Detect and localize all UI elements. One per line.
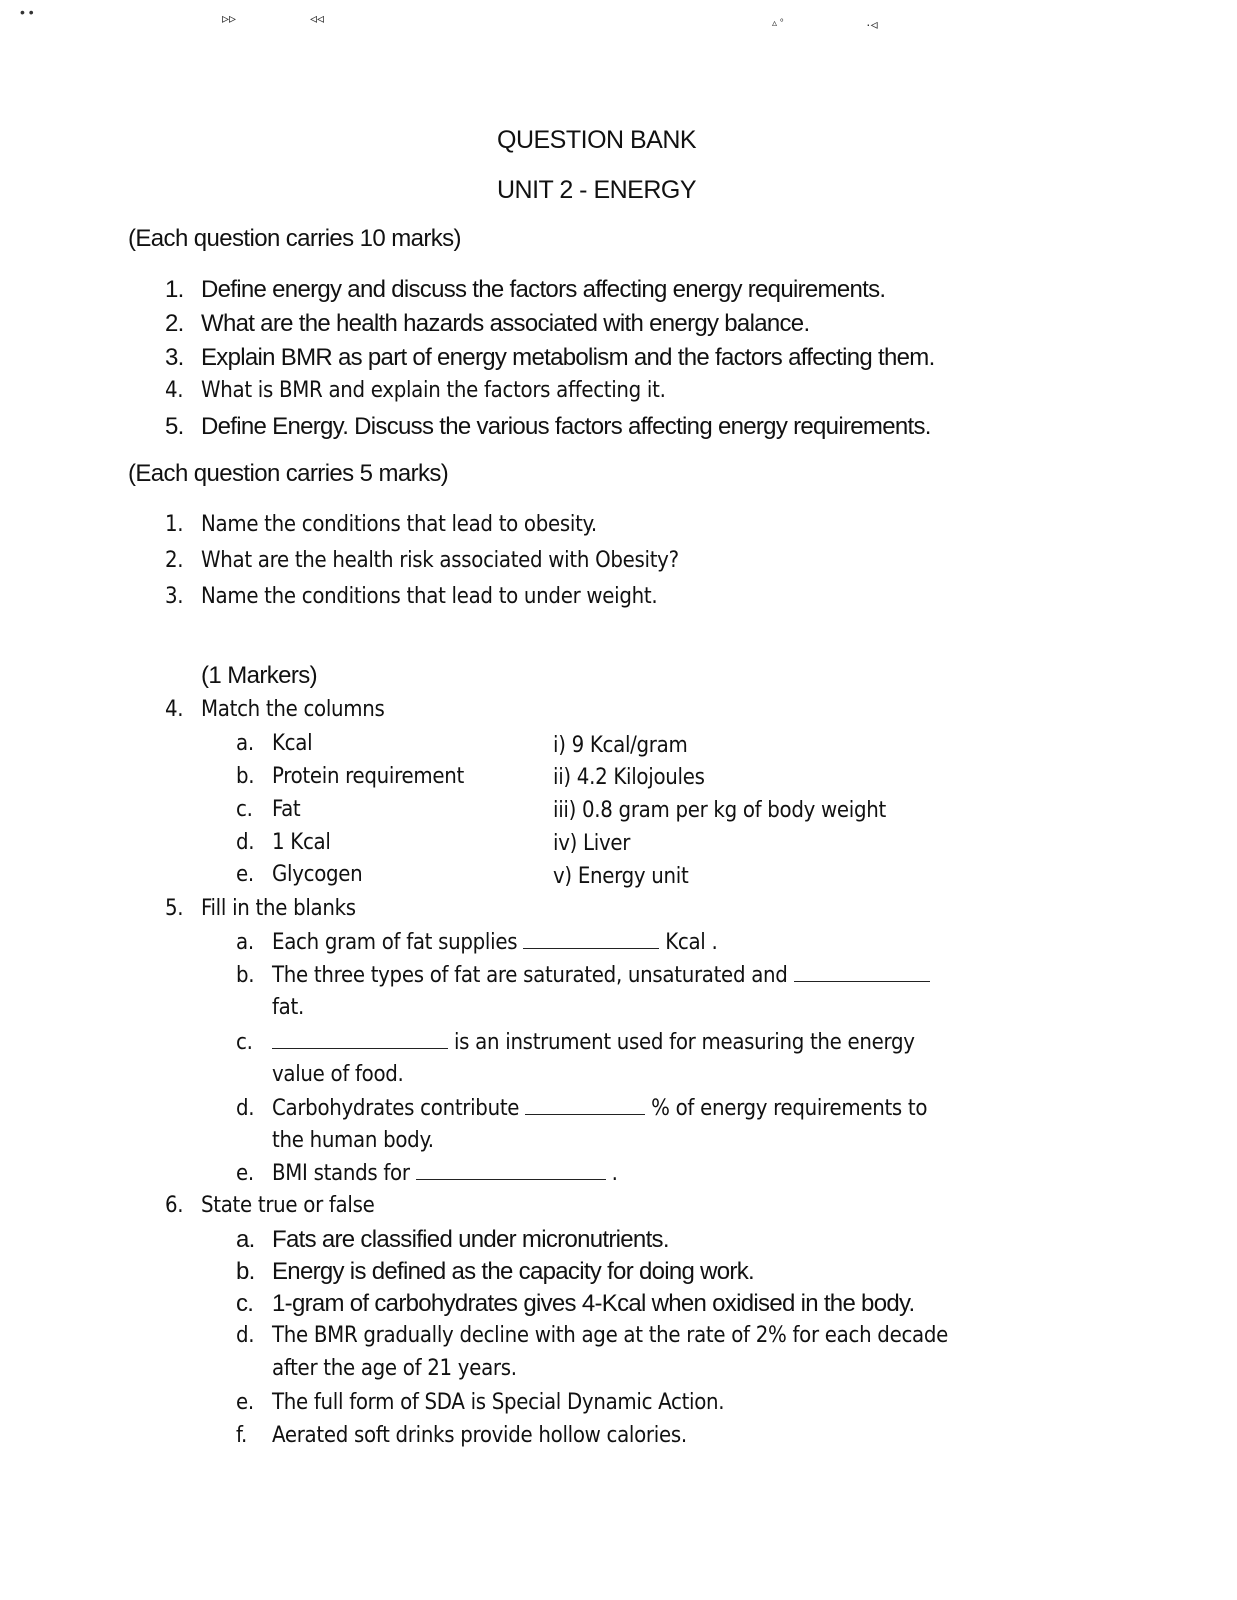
question-5m-2: 2. What are the health risk associated with Obesity? xyxy=(165,548,679,573)
match-right-i: i) 9 Kcal/gram xyxy=(553,733,688,758)
fill-item-c-cont: value of food. xyxy=(272,1062,404,1087)
match-left-b: b. Protein requirement xyxy=(236,764,464,789)
fill-item-e: e. BMI stands for . xyxy=(236,1161,618,1186)
question-10m-5: 5. Define Energy. Discuss the various factors affecting energy requirements. xyxy=(165,413,931,440)
section-heading-10-marks: (Each question carries 10 marks) xyxy=(128,225,461,252)
section-heading-1-markers: (1 Markers) xyxy=(201,662,318,689)
match-left-c: c. Fat xyxy=(236,797,301,822)
fill-blanks-title: 5. Fill in the blanks xyxy=(165,896,356,921)
scan-artifact: ▹▹ xyxy=(222,10,237,26)
true-false-item-d: d. The BMR gradually decline with age at the rate of 2% for each decade xyxy=(236,1323,949,1348)
question-10m-4: 4. What is BMR and explain the factors affecting it. xyxy=(165,378,666,403)
question-5m-1: 1. Name the conditions that lead to obesity. xyxy=(165,512,597,537)
section-heading-5-marks: (Each question carries 5 marks) xyxy=(128,460,449,487)
blank-line xyxy=(272,1030,448,1049)
blank-line xyxy=(416,1161,606,1180)
fill-item-d: d. Carbohydrates contribute % of energy requirements to xyxy=(236,1096,928,1121)
fill-item-b: b. The three types of fat are saturated, unsaturated and xyxy=(236,963,930,988)
page-subtitle: UNIT 2 - ENERGY xyxy=(497,176,697,204)
true-false-item-a: a. Fats are classified under micronutrients. xyxy=(236,1226,669,1253)
blank-line xyxy=(525,1096,645,1115)
match-left-e: e. Glycogen xyxy=(236,862,363,887)
scan-artifact: ▵ ° xyxy=(772,18,784,29)
true-false-item-e: e. The full form of SDA is Special Dynamic Action. xyxy=(236,1390,725,1415)
match-right-iv: iv) Liver xyxy=(553,831,631,856)
true-false-title: 6. State true or false xyxy=(165,1193,375,1218)
match-columns-title: 4. Match the columns xyxy=(165,697,385,722)
scan-artifact: ·◃ xyxy=(866,16,878,32)
question-5m-3: 3. Name the conditions that lead to under weight. xyxy=(165,584,658,609)
true-false-item-c: c. 1-gram of carbohydrates gives 4-Kcal when oxidised in the body. xyxy=(236,1290,915,1317)
match-right-iii: iii) 0.8 gram per kg of body weight xyxy=(553,798,886,823)
fill-item-c: c. is an instrument used for measuring the energy xyxy=(236,1030,915,1055)
blank-line xyxy=(794,963,930,982)
question-10m-1: 1. Define energy and discuss the factors affecting energy requirements. xyxy=(165,276,886,303)
true-false-item-f: f. Aerated soft drinks provide hollow calories. xyxy=(236,1423,687,1448)
match-left-a: a. Kcal xyxy=(236,731,313,756)
scan-artifact: ◃◃ xyxy=(310,10,325,26)
question-10m-2: 2. What are the health hazards associated with energy balance. xyxy=(165,310,810,337)
blank-line xyxy=(523,930,659,949)
match-right-ii: ii) 4.2 Kilojoules xyxy=(553,765,705,790)
match-left-d: d. 1 Kcal xyxy=(236,830,331,855)
scan-artifact: • • xyxy=(20,4,34,20)
fill-item-d-cont: the human body. xyxy=(272,1128,434,1153)
true-false-item-d-cont: after the age of 21 years. xyxy=(272,1356,517,1381)
true-false-item-b: b. Energy is defined as the capacity for doing work. xyxy=(236,1258,754,1285)
fill-item-a: a. Each gram of fat supplies Kcal . xyxy=(236,930,718,955)
page-title: QUESTION BANK xyxy=(497,126,697,154)
match-right-v: v) Energy unit xyxy=(553,864,689,889)
question-10m-3: 3. Explain BMR as part of energy metabolism and the factors affecting them. xyxy=(165,344,935,371)
fill-item-b-cont: fat. xyxy=(272,995,304,1020)
